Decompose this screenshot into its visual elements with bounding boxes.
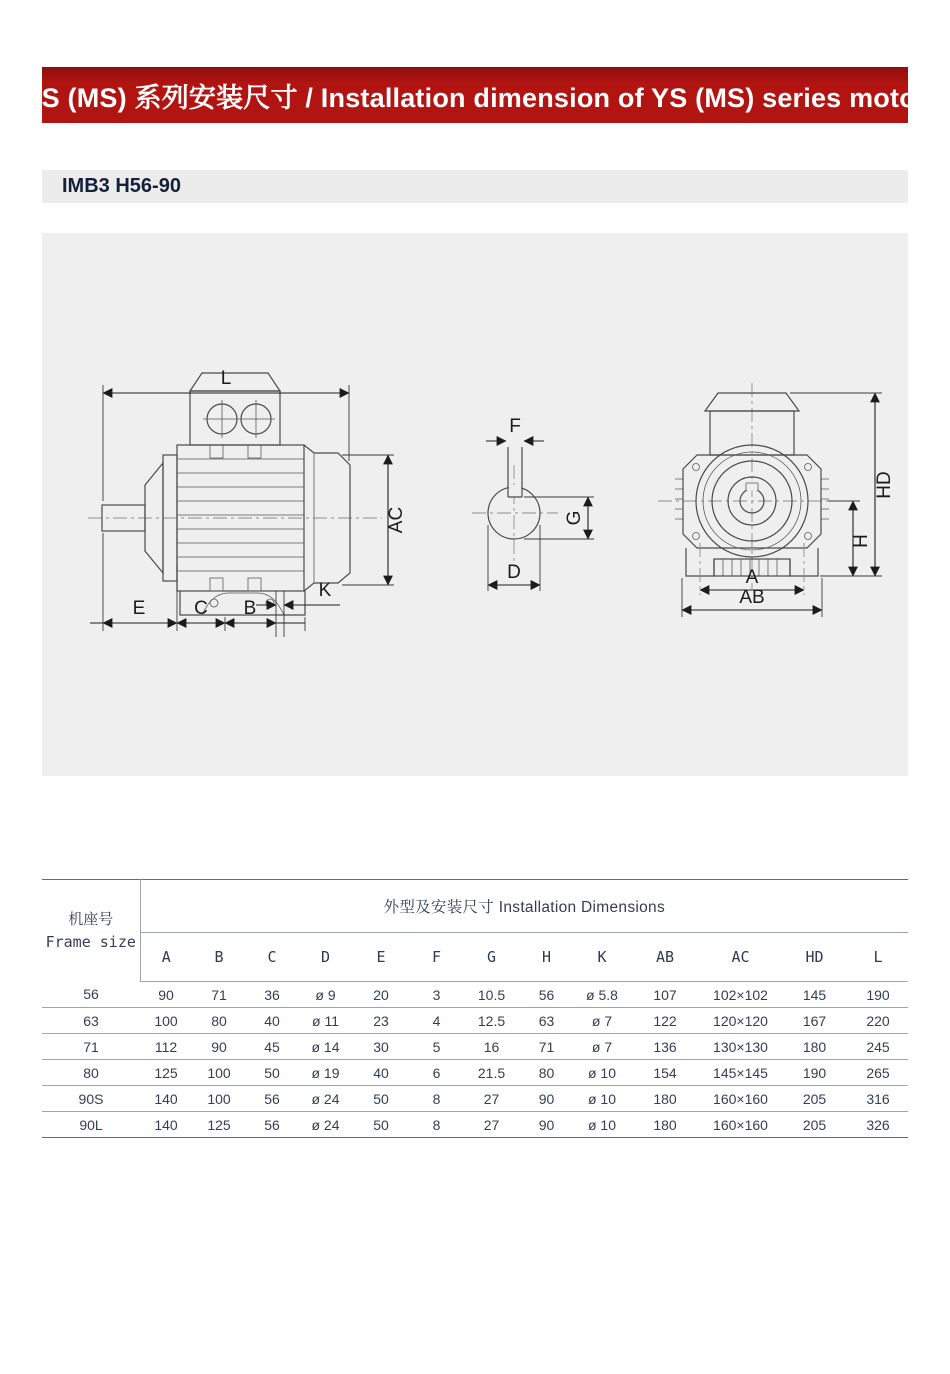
dim-cell-b: 90 — [192, 1034, 246, 1060]
column-header-d: D — [298, 933, 353, 982]
column-header-l: L — [848, 933, 908, 982]
dim-cell-d: ø 19 — [298, 1060, 353, 1086]
dim-cell-c: 56 — [264, 1116, 280, 1133]
dim-label-l: L — [220, 368, 232, 389]
frame-size-header — [42, 880, 140, 982]
dim-label-b: B — [243, 598, 257, 619]
dim-cell-d: ø 11 — [298, 1008, 353, 1034]
dim-cell-e: 50 — [353, 1086, 409, 1112]
frame-size-header-cn: 机座号 — [68, 909, 114, 928]
mounting-type-strip — [42, 170, 908, 203]
dim-cell-hd: 167 — [781, 1008, 848, 1034]
dim-cell-k: ø 10 — [587, 1116, 616, 1133]
dim-cell-e: 20 — [353, 982, 409, 1008]
frame-size-cell: 63 — [42, 1008, 140, 1034]
column-header-b: B — [192, 933, 246, 982]
dim-cell-ab: 180 — [630, 1086, 700, 1112]
dim-cell-a: 112 — [140, 1034, 192, 1060]
dim-cell-b: 80 — [192, 1008, 246, 1034]
dim-cell-ab: 136 — [630, 1034, 700, 1060]
dim-label-e: E — [132, 598, 146, 619]
dim-cell-c: 50 — [246, 1060, 298, 1086]
dim-cell-f: 5 — [409, 1034, 464, 1060]
dim-label-f: F — [509, 416, 521, 437]
table-row — [42, 1060, 908, 1086]
title-banner — [23, 67, 927, 123]
drawing-panel — [42, 233, 908, 776]
dim-cell-h: 56 — [519, 982, 574, 1008]
dim-cell-l: 265 — [848, 1060, 908, 1086]
column-header-ab: AB — [630, 933, 700, 982]
dim-cell-l: 190 — [848, 982, 908, 1008]
dim-cell-l: 245 — [848, 1034, 908, 1060]
dim-cell-a: 125 — [140, 1060, 192, 1086]
side-view-drawing — [88, 368, 407, 637]
dim-cell-g: 16 — [464, 1034, 519, 1060]
dim-cell-b: 71 — [192, 982, 246, 1008]
dim-cell-a: 90 — [140, 982, 192, 1008]
dim-cell-e: 23 — [353, 1008, 409, 1034]
column-header-k: K — [574, 933, 630, 982]
dim-cell-hd: 190 — [781, 1060, 848, 1086]
column-header-ac: AC — [700, 933, 781, 982]
installation-dimensions-table — [42, 879, 908, 1138]
table-row — [42, 1008, 908, 1034]
dim-cell-g: 21.5 — [464, 1060, 519, 1086]
frame-size-cell: 90L — [79, 1116, 103, 1133]
dim-label-h: H — [851, 534, 872, 548]
dim-cell-hd: 180 — [781, 1034, 848, 1060]
dim-cell-a: 100 — [140, 1008, 192, 1034]
dim-cell-h: 63 — [519, 1008, 574, 1034]
dim-label-hd: HD — [874, 471, 895, 499]
column-header-h: H — [519, 933, 574, 982]
dim-cell-d: ø 24 — [298, 1086, 353, 1112]
dim-cell-l: 316 — [848, 1086, 908, 1112]
dim-cell-a: 140 — [154, 1116, 178, 1133]
dim-cell-g: 27 — [483, 1116, 500, 1133]
column-header-f: F — [409, 933, 464, 982]
dim-cell-f: 3 — [409, 982, 464, 1008]
dim-cell-f: 6 — [409, 1060, 464, 1086]
dim-cell-e: 50 — [373, 1116, 389, 1133]
dim-label-ac: AC — [386, 506, 407, 534]
column-header-g: G — [464, 933, 519, 982]
dim-cell-hd: 205 — [781, 1086, 848, 1112]
dim-cell-l: 220 — [848, 1008, 908, 1034]
dim-cell-d: ø 9 — [298, 982, 353, 1008]
front-view-drawing — [658, 383, 895, 617]
dim-label-g: G — [564, 510, 585, 526]
dim-cell-ab: 107 — [630, 982, 700, 1008]
dim-cell-f: 8 — [409, 1086, 464, 1112]
dim-label-a: A — [745, 567, 759, 588]
table-row — [42, 1086, 908, 1112]
column-header-a: A — [140, 933, 192, 982]
dimensions-table-section — [42, 879, 908, 1138]
dim-cell-e: 40 — [353, 1060, 409, 1086]
page-title: YS (MS) 系列安装尺寸 / Installation dimension of YS (MS) series motor — [23, 82, 927, 113]
dim-label-k: K — [318, 580, 332, 601]
dim-cell-ab: 154 — [630, 1060, 700, 1086]
dim-label-ab: AB — [739, 587, 765, 608]
dim-cell-c: 56 — [246, 1086, 298, 1112]
dim-label-c: C — [194, 598, 208, 619]
dim-cell-f: 8 — [432, 1116, 441, 1133]
column-header-e: E — [353, 933, 409, 982]
column-header-c: C — [246, 933, 298, 982]
dim-cell-hd: 145 — [781, 982, 848, 1008]
dim-cell-a: 140 — [140, 1086, 192, 1112]
column-header-hd: HD — [781, 933, 848, 982]
dim-cell-ac: 160×160 — [700, 1086, 781, 1112]
dim-cell-d: ø 14 — [298, 1034, 353, 1060]
dim-cell-c: 40 — [246, 1008, 298, 1034]
dim-cell-c: 36 — [246, 982, 298, 1008]
dim-cell-g: 12.5 — [464, 1008, 519, 1034]
column-header-row — [42, 933, 908, 982]
frame-size-cell: 80 — [42, 1060, 140, 1086]
dim-cell-ab: 180 — [653, 1116, 677, 1133]
dim-cell-k: ø 7 — [574, 1008, 630, 1034]
dim-cell-h: 90 — [519, 1086, 574, 1112]
dim-cell-e: 30 — [353, 1034, 409, 1060]
dim-cell-h: 71 — [519, 1034, 574, 1060]
dim-cell-d: ø 24 — [311, 1116, 340, 1133]
dim-cell-ac: 145×145 — [700, 1060, 781, 1086]
mounting-type-label: IMB3 H56-90 — [62, 175, 181, 197]
dim-cell-b: 100 — [192, 1086, 246, 1112]
shaft-section-drawing — [472, 416, 594, 591]
dim-cell-h: 90 — [538, 1116, 555, 1133]
dim-cell-k: ø 5.8 — [574, 982, 630, 1008]
dim-cell-k: ø 10 — [574, 1060, 630, 1086]
motor-dimension-drawing — [42, 233, 908, 776]
frame-size-cell: 56 — [42, 982, 140, 1008]
dim-cell-b: 100 — [192, 1060, 246, 1086]
table-row — [42, 982, 908, 1008]
dim-cell-hd: 205 — [802, 1116, 827, 1133]
frame-size-header-en: Frame size — [45, 932, 136, 951]
dim-cell-l: 326 — [866, 1116, 890, 1133]
dim-cell-ac: 120×120 — [700, 1008, 781, 1034]
dim-cell-ab: 122 — [630, 1008, 700, 1034]
page-content — [23, 67, 927, 1138]
dim-cell-k: ø 10 — [574, 1086, 630, 1112]
dim-cell-h: 80 — [519, 1060, 574, 1086]
dim-cell-ac: 102×102 — [700, 982, 781, 1008]
frame-size-cell: 90S — [42, 1086, 140, 1112]
dim-cell-ac: 130×130 — [700, 1034, 781, 1060]
dim-cell-b: 125 — [207, 1116, 231, 1133]
group-header-row — [42, 880, 908, 933]
dim-label-d: D — [507, 562, 521, 583]
frame-size-cell: 71 — [42, 1034, 140, 1060]
table-body — [42, 982, 908, 1138]
dim-cell-g: 10.5 — [464, 982, 519, 1008]
table-row — [42, 1034, 908, 1060]
installation-dimensions-header: 外型及安装尺寸 Installation Dimensions — [140, 880, 908, 933]
dim-cell-g: 27 — [464, 1086, 519, 1112]
dim-cell-f: 4 — [409, 1008, 464, 1034]
dim-cell-c: 45 — [246, 1034, 298, 1060]
table-row — [42, 1112, 908, 1138]
dim-cell-k: ø 7 — [574, 1034, 630, 1060]
dim-cell-ac: 160×160 — [713, 1116, 768, 1133]
